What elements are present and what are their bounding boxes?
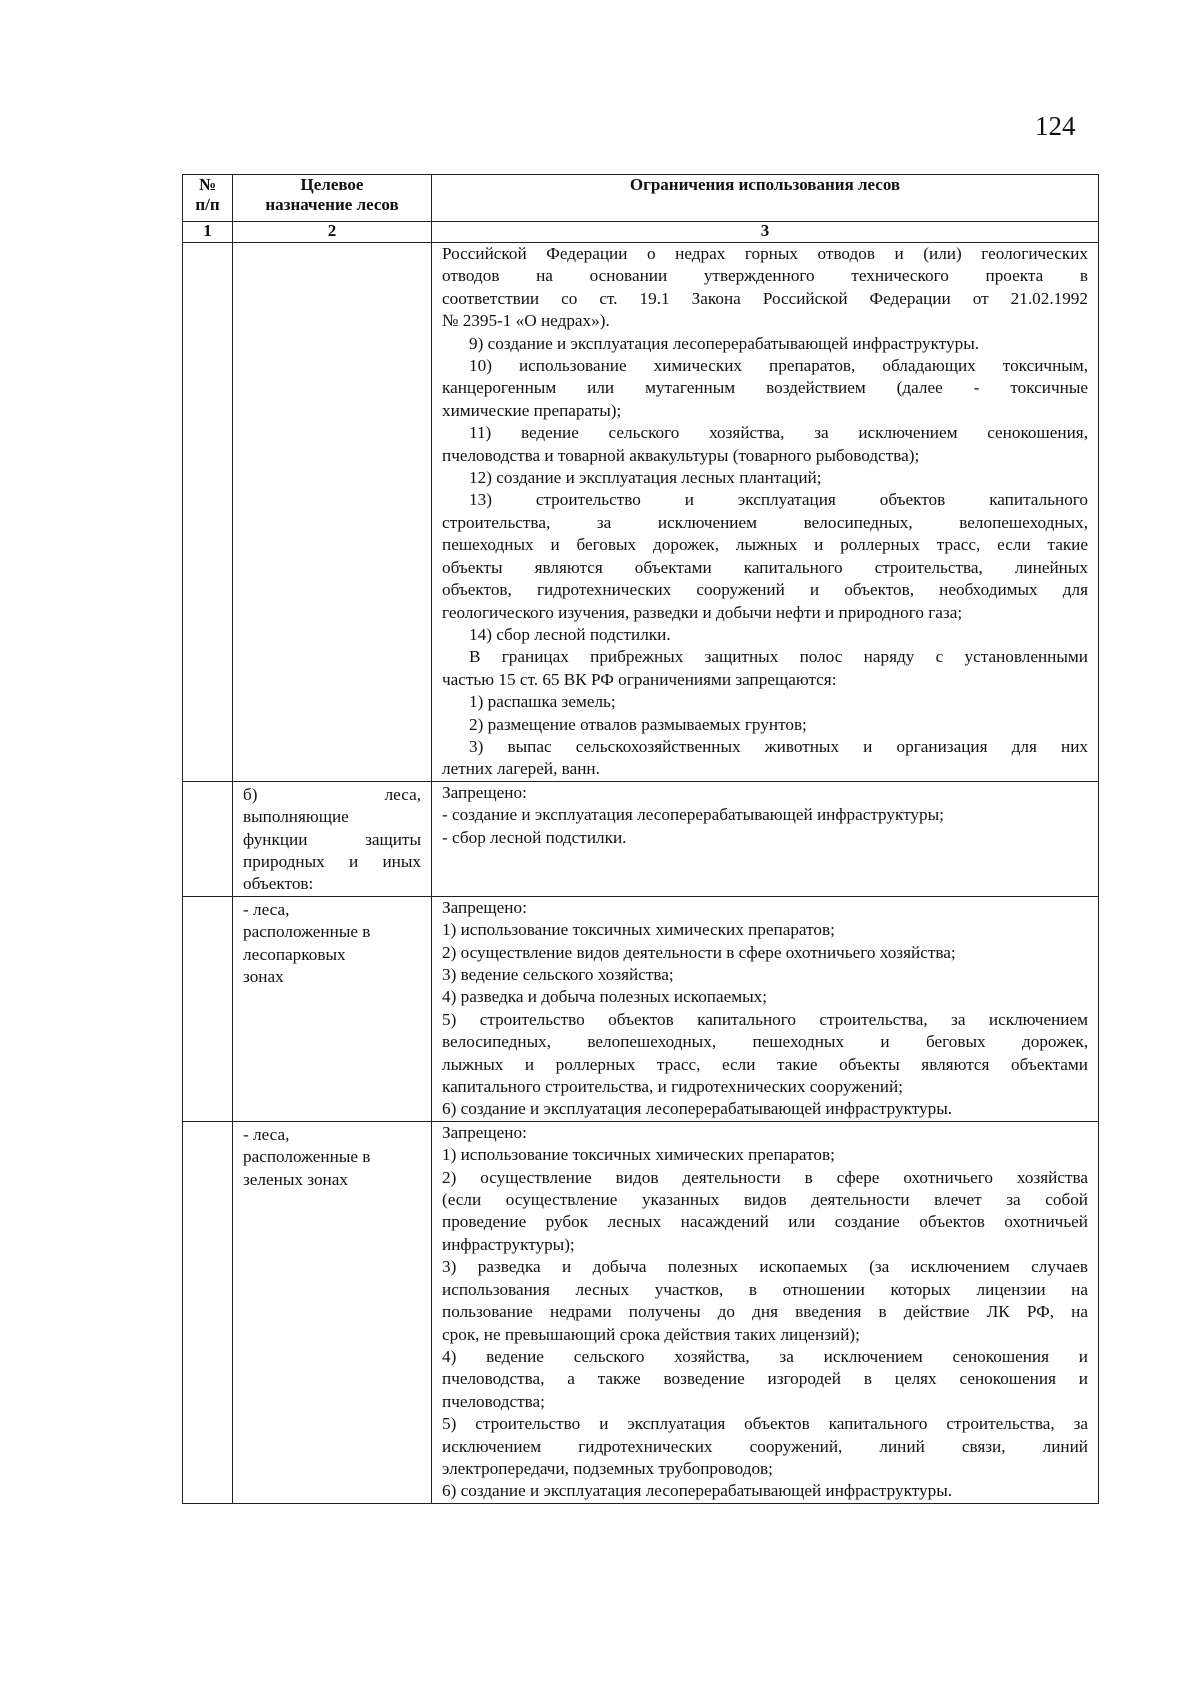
header-purpose-line: Целевое — [300, 175, 364, 194]
restriction-line: инфраструктуры); — [442, 1234, 575, 1254]
restriction-line: пчеловодства; — [442, 1391, 545, 1411]
restriction-line: 4) разведка и добыча полезных ископаемых; — [442, 987, 768, 1007]
restriction-line: 4) ведение сельского хозяйства, за исключением сенокошения и — [442, 1346, 1088, 1366]
restrictions-cell — [432, 896, 1099, 1121]
purpose-cell — [233, 896, 432, 1121]
restriction-line: пчеловодства и товарной аквакультуры (товарного рыбоводства); — [442, 445, 920, 465]
purpose-line: б) леса, — [243, 784, 421, 804]
header-purpose-line: назначение лесов — [265, 195, 399, 214]
purpose-line: зонах — [243, 967, 284, 986]
purpose-line: расположенные в — [243, 922, 371, 942]
restrictions-cell — [432, 1121, 1099, 1503]
restriction-line: проведение рубок лесных насаждений или создание объектов охотничьей — [442, 1212, 1088, 1232]
table-row — [183, 243, 1099, 782]
restriction-line: пешеходных и беговых дорожек, лыжных и роллерных трасс, если такие — [442, 535, 1088, 555]
restriction-line: 5) строительство и эксплуатация объектов капитального строительства, за — [442, 1414, 1088, 1434]
purpose-cell — [233, 243, 432, 782]
restriction-line: - сбор лесной подстилки. — [442, 827, 627, 847]
restriction-line: использования лесных участков, в отношении которых лицензии на — [442, 1279, 1088, 1299]
restriction-line: соответствии со ст. 19.1 Закона Российской Федерации от 21.02.1992 — [442, 288, 1088, 308]
restriction-line: Российской Федерации о недрах горных отводов и (или) геологических — [442, 244, 1088, 263]
restriction-line: 6) создание и эксплуатация лесоперерабатывающей инфраструктуры. — [442, 1099, 953, 1119]
restriction-line: 12) создание и эксплуатация лесных плантаций; — [469, 468, 822, 488]
restriction-line: 3) выпас сельскохозяйственных животных и организация для них — [469, 736, 1088, 756]
table-header-row — [183, 175, 1099, 222]
column-number-3: 3 — [432, 222, 1099, 243]
row-number-cell — [183, 1121, 233, 1503]
restriction-line: 1) распашка земель; — [469, 692, 616, 712]
restriction-line: (если осуществление указанных видов деятельности влечет за собой — [442, 1190, 1088, 1210]
restriction-line: лыжных и роллерных трасс, если такие объекты являются объектами — [442, 1054, 1088, 1074]
restriction-line: 2) осуществление видов деятельности в сфере охотничьего хозяйства — [442, 1167, 1088, 1187]
restrictions-cell — [432, 781, 1099, 896]
restriction-line: 9) создание и эксплуатация лесоперерабатывающей инфраструктуры. — [469, 333, 980, 353]
restriction-line: 6) создание и эксплуатация лесоперерабатывающей инфраструктуры. — [442, 1481, 953, 1501]
purpose-cell — [233, 1121, 432, 1503]
restriction-line: канцерогенным или мутагенным воздействием (далее - токсичные — [442, 378, 1088, 398]
restriction-line: 2) размещение отвалов размываемых грунтов; — [469, 714, 807, 734]
forest-restrictions-table — [182, 174, 1099, 1504]
restriction-line: 1) использование токсичных химических препаратов; — [442, 920, 835, 940]
column-number-1: 1 — [183, 222, 233, 243]
restriction-line: частью 15 ст. 65 ВК РФ ограничениями запрещаются: — [442, 669, 837, 689]
row-number-cell — [183, 896, 233, 1121]
restriction-line: велосипедных, велопешеходных, пешеходных и беговых дорожек, — [442, 1032, 1088, 1052]
restriction-line: № 2395-1 «О недрах»). — [442, 311, 610, 331]
header-purpose — [233, 175, 432, 222]
purpose-line: функции защиты — [243, 829, 421, 849]
row-number-cell — [183, 243, 233, 782]
restriction-line: 1) использование токсичных химических препаратов; — [442, 1145, 835, 1165]
restriction-line: 14) сбор лесной подстилки. — [469, 624, 671, 644]
page-number: 124 — [1035, 111, 1076, 141]
restriction-line: срок, не превышающий срока действия таких лицензий); — [442, 1324, 860, 1344]
restriction-line: 10) использование химических препаратов, обладающих токсичным, — [469, 356, 1088, 376]
restriction-line: отводов на основании утвержденного технического проекта в — [442, 266, 1088, 286]
restriction-line: В границах прибрежных защитных полос наряду с установленными — [469, 647, 1088, 667]
restriction-line: - создание и эксплуатация лесоперерабатывающей инфраструктуры; — [442, 805, 944, 825]
restriction-line: Запрещено: — [442, 897, 527, 917]
purpose-line: природных и иных — [243, 851, 421, 871]
restriction-line: 3) разведка и добыча полезных ископаемых (за исключением случаев — [442, 1257, 1088, 1277]
restriction-line: 5) строительство объектов капитального строительства, за исключением — [442, 1009, 1088, 1029]
restriction-line: химические препараты); — [442, 400, 622, 420]
restriction-line: Запрещено: — [442, 1122, 527, 1142]
restriction-line: летних лагерей, ванн. — [442, 759, 600, 779]
header-restrictions: Ограничения использования лесов — [432, 175, 1099, 222]
purpose-line: - леса, — [243, 899, 290, 919]
restriction-line: 2) осуществление видов деятельности в сфере охотничьего хозяйства; — [442, 942, 956, 962]
restriction-line: исключением гидротехнических сооружений, линий связи, линий — [442, 1436, 1088, 1456]
restriction-line: объектов, гидротехнических сооружений и объектов, необходимых для — [442, 580, 1088, 600]
column-number-row — [183, 222, 1099, 243]
table-row — [183, 781, 1099, 896]
purpose-line: зеленых зонах — [243, 1169, 348, 1189]
restriction-line: 13) строительство и эксплуатация объектов капитального — [469, 490, 1088, 510]
restriction-line: объекты являются объектами капитального строительства, линейных — [442, 557, 1088, 577]
header-number-line: п/п — [195, 195, 220, 214]
restriction-line: пчеловодства, а также возведение изгородей в целях сенокошения и — [442, 1369, 1088, 1389]
table-row — [183, 1121, 1099, 1503]
purpose-line: расположенные в — [243, 1147, 371, 1167]
header-number-line: № — [198, 175, 217, 194]
restriction-line: капитального строительства, и гидротехнических сооружений; — [442, 1077, 903, 1097]
purpose-line: лесопарковых — [243, 944, 346, 964]
purpose-line: выполняющие — [243, 807, 349, 827]
restriction-line: 11) ведение сельского хозяйства, за исключением сенокошения, — [469, 423, 1088, 443]
restriction-line: Запрещено: — [442, 782, 527, 802]
table-row — [183, 896, 1099, 1121]
column-number-2: 2 — [233, 222, 432, 243]
purpose-cell — [233, 781, 432, 896]
header-number — [183, 175, 233, 222]
purpose-line: объектов: — [243, 874, 314, 894]
row-number-cell — [183, 781, 233, 896]
restriction-line: электропередачи, подземных трубопроводов; — [442, 1458, 773, 1478]
restriction-line: пользование недрами получены до дня введения в действие ЛК РФ, на — [442, 1302, 1088, 1322]
purpose-line: - леса, — [243, 1124, 290, 1144]
restriction-line: 3) ведение сельского хозяйства; — [442, 965, 674, 984]
restriction-line: геологического изучения, разведки и добычи нефти и природного газа; — [442, 602, 963, 622]
restriction-line: строительства, за исключением велосипедных, велопешеходных, — [442, 512, 1088, 532]
restrictions-cell — [432, 243, 1099, 782]
